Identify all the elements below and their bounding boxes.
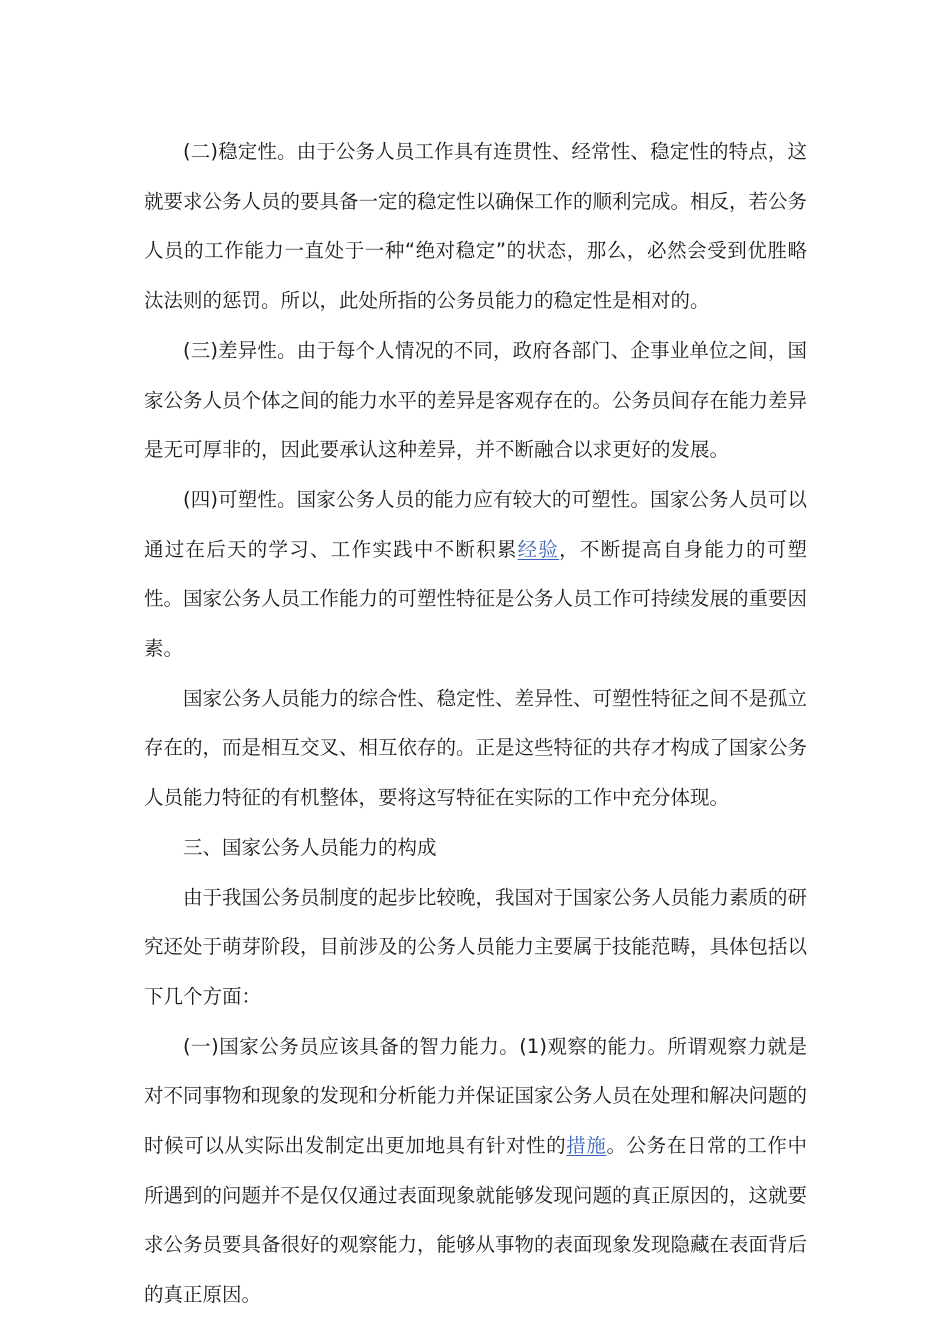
paragraph-plasticity bbox=[144, 475, 807, 674]
paragraph-text: (一)国家公务员应该具备的智力能力。(1)观察的能力。所谓观察力就是对不同事物和现象的发现和分析能力并保证国家公务人员在处理和解决问题的时候可以从实际出发制定出更加地具有针对性的 bbox=[144, 1034, 808, 1158]
document-body bbox=[144, 127, 807, 1320]
paragraph-difference: (三)差异性。由于每个人情况的不同，政府各部门、企事业单位之间，国家公务人员个体之间的能力水平的差异是客观存在的。公务员间存在能力差异是无可厚非的，因此要承认这种差异，并不断融合以求更好的发展。 bbox=[144, 338, 808, 462]
paragraph-text: (四)可塑性。国家公务人员的能力应有较大的可塑性。国家公务人员可以通过在后天的学习、工作实践中不断积累 bbox=[144, 487, 807, 561]
experience-link[interactable]: 经验 bbox=[517, 537, 560, 561]
paragraph-stability: (二)稳定性。由于公务人员工作具有连贯性、经常性、稳定性的特点，这就要求公务人员的要具备一定的稳定性以确保工作的顺利完成。相反，若公务人员的工作能力一直处于一种“绝对稳定”的状态，那么，必然会受到优胜略汰法则的惩罚。所以，此处所指的公务员能力的稳定性是相对的。 bbox=[144, 140, 808, 313]
paragraph-intro: 由于我国公务员制度的起步比较晚，我国对于国家公务人员能力素质的研究还处于萌芽阶段，目前涉及的公务人员能力主要属于技能范畴，具体包括以下几个方面： bbox=[144, 885, 808, 1008]
measures-link[interactable]: 措施 bbox=[566, 1134, 607, 1158]
paragraph-intelligence bbox=[144, 1022, 807, 1320]
paragraph-text: ，不断提高自身能力的可塑性。国家公务人员工作能力的可塑性特征是公务人员工作可持续发展的重要因素。 bbox=[144, 537, 808, 661]
paragraph-text: 。公务在日常的工作中所遇到的问题并不是仅仅通过表面现象就能够发现问题的真正原因的，这就要求公务员要具备很好的观察能力，能够从事物的表面现象发现隐藏在表面背后的真正原因。 bbox=[144, 1134, 808, 1307]
paragraph-summary: 国家公务人员能力的综合性、稳定性、差异性、可塑性特征之间不是孤立存在的，而是相互交叉、相互依存的。正是这些特征的共存才构成了国家公务人员能力特征的有机整体，要将这写特征在实际的工作中充分体现。 bbox=[144, 686, 808, 810]
section-heading: 三、国家公务人员能力的构成 bbox=[183, 835, 437, 859]
